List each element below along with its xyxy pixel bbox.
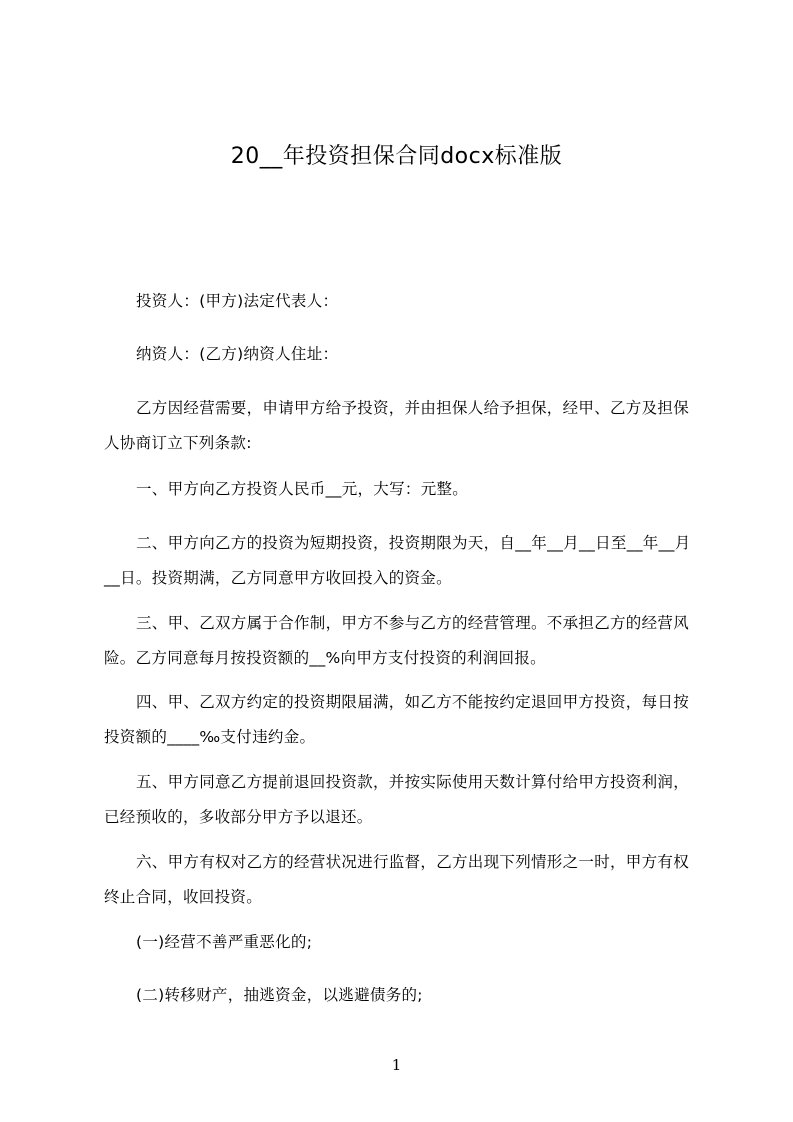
paragraph-clause-6: 六、甲方有权对乙方的经营状况进行监督，乙方出现下列情形之一时，甲方有权终止合同，收回投资。	[104, 853, 690, 906]
document-title: 20__年投资担保合同docx标准版	[230, 144, 563, 169]
paragraph-clause-3: 三、甲、乙双方属于合作制，甲方不参与乙方的经营管理。不承担乙方的经营风险。乙方同意每月按投资额的__%向甲方支付投资的利润回报。	[104, 614, 690, 667]
page-number: 1	[391, 1056, 402, 1074]
paragraph-sub-item-1: (一)经营不善严重恶化的;	[136, 933, 313, 951]
paragraph-clause-5: 五、甲方同意乙方提前退回投资款，并按实际使用天数计算付给甲方投资利润，已经预收的，多收部分甲方予以退还。	[104, 773, 690, 826]
paragraph-clause-1: 一、甲方向乙方投资人民币__元，大写：元整。	[136, 480, 469, 498]
paragraph-investor: 投资人：(甲方)法定代表人：	[136, 292, 339, 310]
paragraph-sub-item-2: (二)转移财产，抽逃资金，以逃避债务的;	[136, 986, 423, 1004]
paragraph-borrower: 纳资人：(乙方)纳资人住址：	[136, 345, 339, 363]
paragraph-clause-4: 四、甲、乙双方约定的投资期限届满，如乙方不能按约定退回甲方投资，每日按投资额的____‰支付违约金。	[104, 693, 690, 746]
paragraph-preamble: 乙方因经营需要，申请甲方给予投资，并由担保人给予担保，经甲、乙方及担保人协商订立下列条款:	[104, 399, 690, 452]
paragraph-clause-2: 二、甲方向乙方的投资为短期投资，投资期限为天，自__年__月__日至__年__月__日。投资期满，乙方同意甲方收回投入的资金。	[104, 534, 691, 587]
